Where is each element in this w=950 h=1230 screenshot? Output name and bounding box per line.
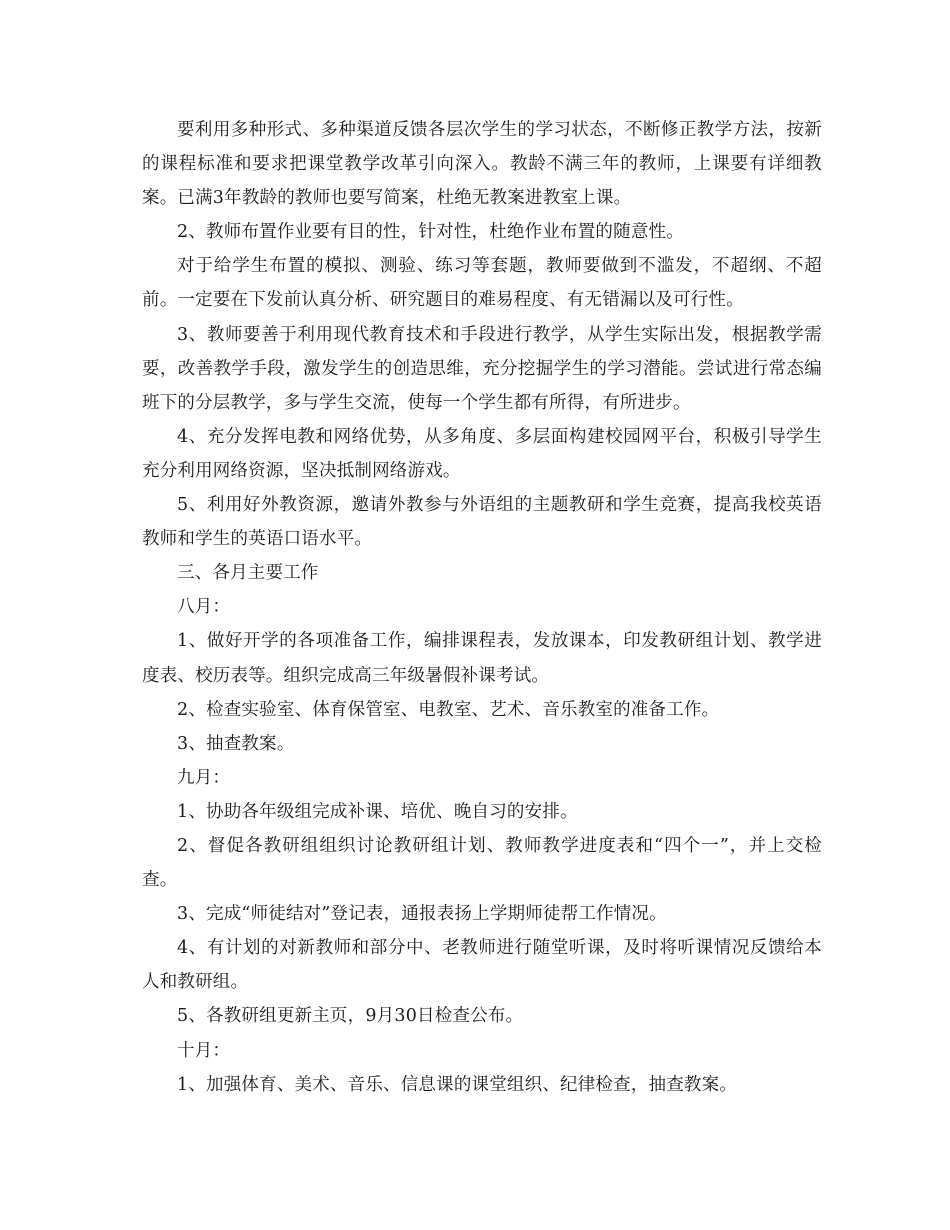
list-item: 2、督促各教研组组织讨论教研组计划、教师教学进度表和“四个一”，并上交检查。 bbox=[142, 835, 822, 891]
paragraph-foreign-teachers: 5、利用好外教资源，邀请外教参与外语组的主题教研和学生竞赛，提高我校英语教师和学生的英语口语水平。 bbox=[142, 495, 822, 550]
list-item: 4、有计划的对新教师和部分中、老教师进行随堂听课，及时将听课情况反馈给本人和教研组。 bbox=[142, 938, 822, 993]
month-heading-august: 八月： bbox=[177, 597, 231, 618]
paragraph-homework-purpose: 2、教师布置作业要有目的性，针对性，杜绝作业布置的随意性。 bbox=[177, 222, 684, 243]
paragraph-network-advantage: 4、充分发挥电教和网络优势，从多角度、多层面构建校园网平台，积极引导学生充分利用网络资源，坚决抵制网络游戏。 bbox=[142, 426, 822, 481]
document-body bbox=[142, 113, 822, 1102]
paragraph-modern-technology: 3、教师要善于利用现代教育技术和手段进行教学，从学生实际出发，根据教学需要，改善教学手段，激发学生的创造思维，充分挖掘学生的学习潜能。尝试进行常态编班下的分层教学，多与学生交流，使每一个学生都有所得，有所进步。 bbox=[142, 324, 822, 413]
list-item: 3、完成“师徒结对”登记表，通报表扬上学期师徒帮工作情况。 bbox=[177, 904, 667, 925]
list-item: 1、加强体育、美术、音乐、信息课的课堂组织、纪律检查，抽查教案。 bbox=[177, 1074, 738, 1095]
month-heading-october: 十月： bbox=[177, 1040, 231, 1061]
list-item: 3、抽查教案。 bbox=[177, 733, 295, 754]
list-item: 2、检查实验室、体育保管室、电教室、艺术、音乐教室的准备工作。 bbox=[177, 699, 720, 720]
paragraph-exercise-sets: 对于给学生布置的模拟、测验、练习等套题，教师要做到不滥发，不超纲、不超前。一定要在下发前认真分析、研究题目的难易程度、有无错漏以及可行性。 bbox=[142, 256, 822, 311]
list-item: 1、协助各年级组完成补课、培优、晚自习的安排。 bbox=[177, 801, 578, 822]
section-heading-monthly-work: 三、各月主要工作 bbox=[177, 563, 319, 584]
paragraph-teaching-feedback: 要利用多种形式、多种渠道反馈各层次学生的学习状态，不断修正教学方法，按新的课程标准和要求把课堂教学改革引向深入。教龄不满三年的教师，上课要有详细教案。已满3年教龄的教师也要写简案，杜绝无教案进教室上课。 bbox=[142, 120, 822, 209]
list-item: 5、各教研组更新主页，9月30日检查公布。 bbox=[177, 1006, 524, 1027]
list-item: 1、做好开学的各项准备工作，编排课程表，发放课本，印发教研组计划、教学进度表、校历表等。组织完成高三年级暑假补课考试。 bbox=[142, 631, 822, 686]
month-heading-september: 九月： bbox=[177, 767, 231, 788]
